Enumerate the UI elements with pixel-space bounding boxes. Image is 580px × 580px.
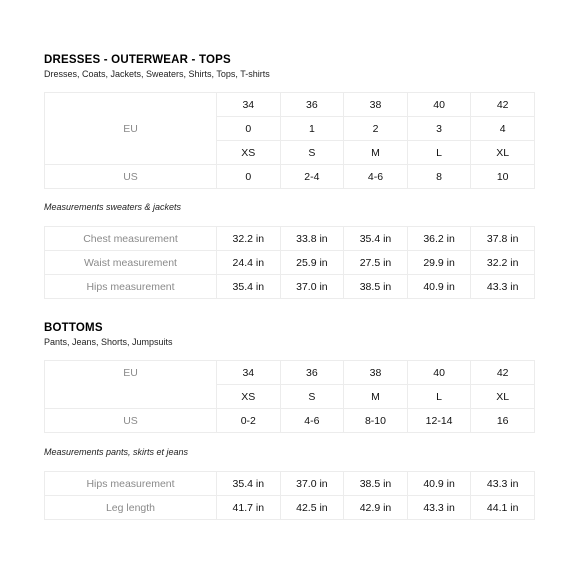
table-cell: 2-4 <box>280 165 344 189</box>
measurements-note-bottoms: Measurements pants, skirts et jeans <box>44 447 189 457</box>
table-row <box>45 472 535 496</box>
row-label-chest: Chest measurement <box>45 227 217 251</box>
table-cell: L <box>407 385 471 409</box>
table-cell: 1 <box>280 117 344 141</box>
section-subtitle-bottoms: Pants, Jeans, Shorts, Jumpsuits <box>44 337 173 347</box>
table-cell: L <box>407 141 471 165</box>
table-cell: 42 <box>471 93 535 117</box>
table-cell: 2 <box>344 117 408 141</box>
table-cell: 4-6 <box>280 409 344 433</box>
table-cell: 38.5 in <box>344 275 408 299</box>
table-cell: 0 <box>217 165 281 189</box>
table-cell: S <box>280 141 344 165</box>
row-label-waist: Waist measurement <box>45 251 217 275</box>
table-row <box>45 496 535 520</box>
size-table-bottoms <box>44 360 535 433</box>
table-cell: 4-6 <box>344 165 408 189</box>
table-cell: 8-10 <box>344 409 408 433</box>
row-label-hips: Hips measurement <box>45 275 217 299</box>
table-cell: 32.2 in <box>471 251 535 275</box>
table-cell: XL <box>471 141 535 165</box>
row-label-hips: Hips measurement <box>45 472 217 496</box>
table-cell: S <box>280 385 344 409</box>
row-label-us: US <box>45 165 217 189</box>
table-cell: 44.1 in <box>471 496 535 520</box>
section-subtitle-tops: Dresses, Coats, Jackets, Sweaters, Shirts, Tops, T-shirts <box>44 69 270 79</box>
row-label-us: US <box>45 409 217 433</box>
table-row <box>45 227 535 251</box>
table-row <box>45 361 535 385</box>
table-cell: 32.2 in <box>217 227 281 251</box>
row-label-eu: EU <box>45 93 217 165</box>
table-cell: 34 <box>217 93 281 117</box>
table-cell: 27.5 in <box>344 251 408 275</box>
row-label-leg-length: Leg length <box>45 496 217 520</box>
table-cell: 37.0 in <box>280 275 344 299</box>
table-cell: 8 <box>407 165 471 189</box>
table-cell: 43.3 in <box>407 496 471 520</box>
table-row <box>45 165 535 189</box>
table-cell: 38 <box>344 361 408 385</box>
table-cell: 37.8 in <box>471 227 535 251</box>
table-cell: 29.9 in <box>407 251 471 275</box>
table-cell: 36.2 in <box>407 227 471 251</box>
table-cell: 37.0 in <box>280 472 344 496</box>
section-title-bottoms: BOTTOMS <box>44 322 103 334</box>
table-cell: 0 <box>217 117 281 141</box>
table-cell: 40.9 in <box>407 472 471 496</box>
table-cell: 36 <box>280 361 344 385</box>
table-cell: 42 <box>471 361 535 385</box>
table-cell: 40.9 in <box>407 275 471 299</box>
table-cell: 16 <box>471 409 535 433</box>
table-cell: 10 <box>471 165 535 189</box>
table-cell: 34 <box>217 361 281 385</box>
table-row <box>45 93 535 117</box>
table-cell: M <box>344 141 408 165</box>
table-cell: 35.4 in <box>344 227 408 251</box>
section-title-tops: DRESSES - OUTERWEAR - TOPS <box>44 54 231 66</box>
table-cell: 40 <box>407 93 471 117</box>
table-cell: 43.3 in <box>471 472 535 496</box>
table-cell: 42.5 in <box>280 496 344 520</box>
table-cell: 38.5 in <box>344 472 408 496</box>
table-cell: 12-14 <box>407 409 471 433</box>
table-cell: M <box>344 385 408 409</box>
table-cell: 35.4 in <box>217 275 281 299</box>
table-cell: 43.3 in <box>471 275 535 299</box>
table-cell: 3 <box>407 117 471 141</box>
table-cell: 0-2 <box>217 409 281 433</box>
table-cell: 4 <box>471 117 535 141</box>
table-cell: XL <box>471 385 535 409</box>
size-table-tops <box>44 92 535 189</box>
table-cell: 42.9 in <box>344 496 408 520</box>
table-cell: 41.7 in <box>217 496 281 520</box>
measurement-table-bottoms <box>44 471 535 520</box>
table-row <box>45 409 535 433</box>
table-cell: 24.4 in <box>217 251 281 275</box>
table-cell: XS <box>217 141 281 165</box>
table-cell: XS <box>217 385 281 409</box>
table-row <box>45 251 535 275</box>
table-cell: 33.8 in <box>280 227 344 251</box>
row-label-eu: EU <box>45 361 217 409</box>
table-cell: 38 <box>344 93 408 117</box>
table-cell: 36 <box>280 93 344 117</box>
table-cell: 40 <box>407 361 471 385</box>
table-cell: 35.4 in <box>217 472 281 496</box>
table-row <box>45 275 535 299</box>
table-cell: 25.9 in <box>280 251 344 275</box>
measurements-note-tops: Measurements sweaters & jackets <box>44 202 182 212</box>
measurement-table-tops <box>44 226 535 299</box>
